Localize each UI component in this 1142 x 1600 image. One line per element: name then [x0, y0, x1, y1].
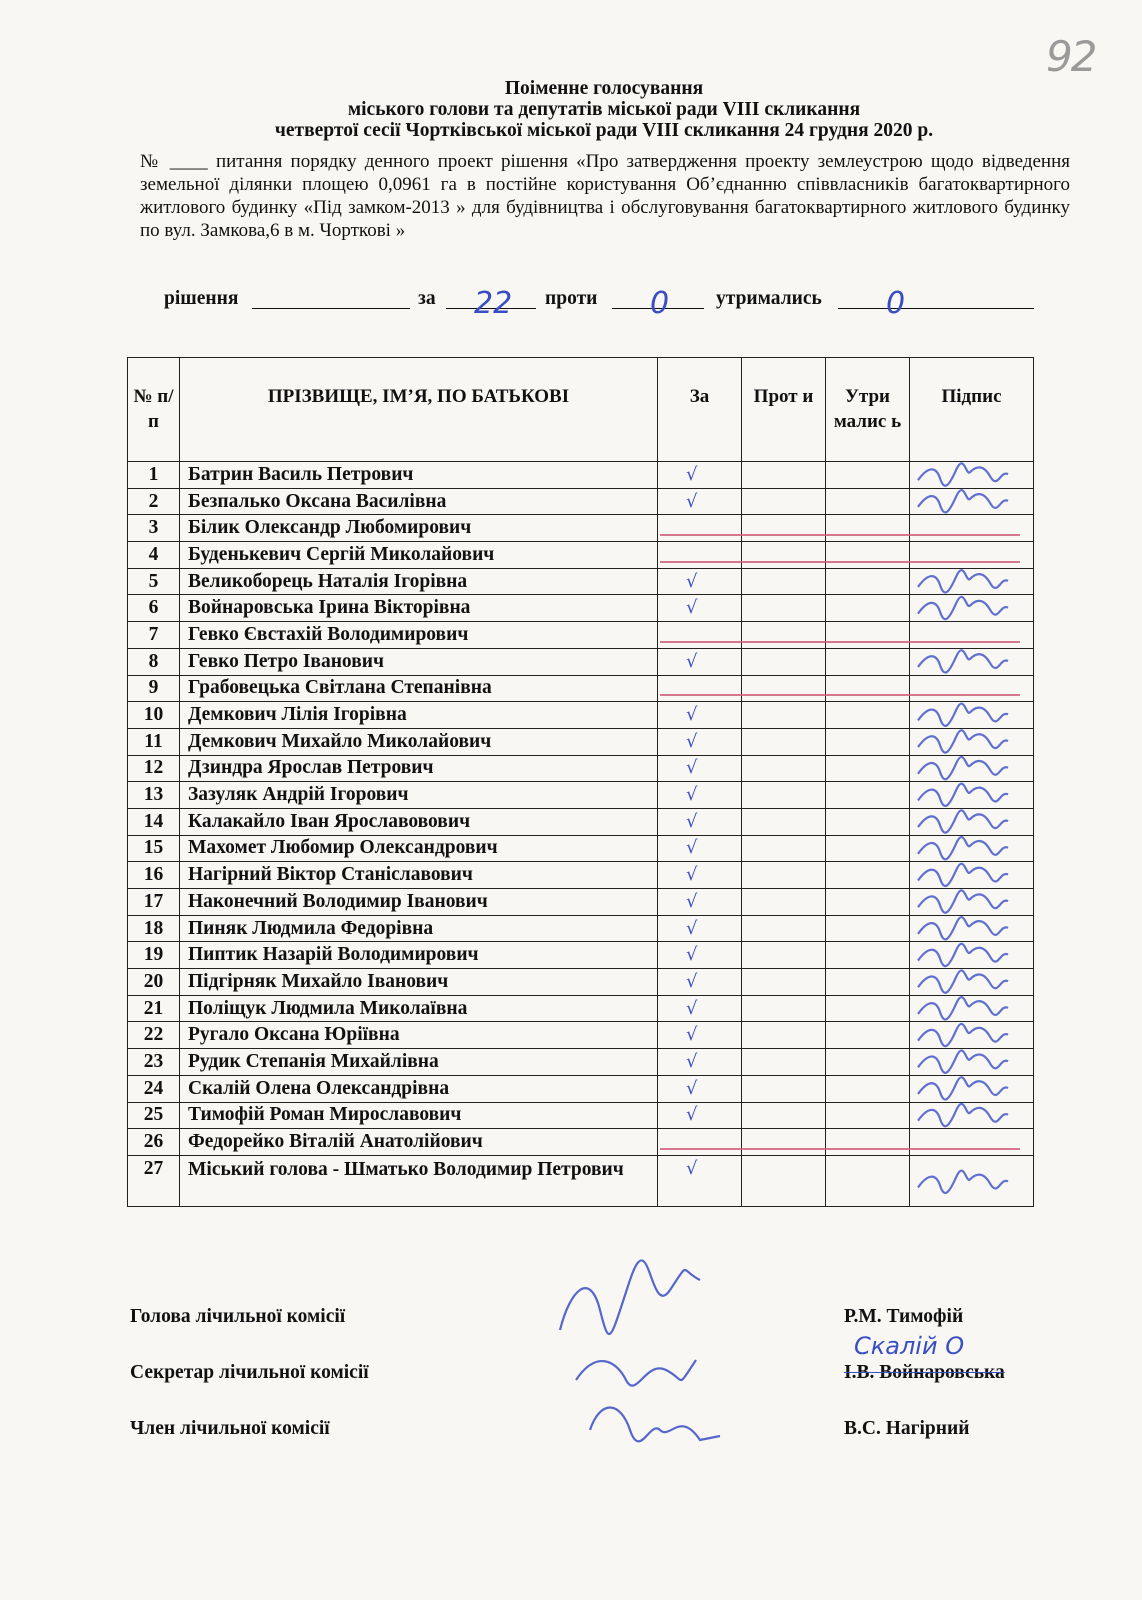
vote-against-cell: [742, 1129, 826, 1156]
vote-abstained-cell: [826, 675, 910, 702]
row-number: 21: [128, 995, 180, 1022]
vote-for-mark: √: [658, 1022, 742, 1049]
member-name: Ругало Оксана Юріївна: [180, 1022, 658, 1049]
row-number: 15: [128, 835, 180, 862]
member-name: Пиняк Людмила Федорівна: [180, 915, 658, 942]
member-name: Рудик Степанія Михайлівна: [180, 1049, 658, 1076]
commission-handwritten-replacement: Скалій О: [854, 1332, 965, 1360]
signature-cell: [910, 702, 1034, 729]
row-number: 18: [128, 915, 180, 942]
vote-abstained-cell: [826, 1075, 910, 1102]
member-name: Тимофій Роман Мирославович: [180, 1102, 658, 1129]
signature-cell: [910, 1155, 1034, 1206]
vote-abstained-cell: [826, 1022, 910, 1049]
signature-cell: [910, 648, 1034, 675]
decision-blank: [252, 286, 410, 309]
vote-against-cell: [742, 1022, 826, 1049]
table-row: [128, 862, 1034, 889]
signature-cell: [910, 969, 1034, 996]
for-count: 22: [474, 286, 513, 321]
commission-person: І.В. Войнаровська: [844, 1362, 1005, 1383]
vote-against-cell: [742, 1155, 826, 1206]
table-row: [128, 995, 1034, 1022]
row-number: 26: [128, 1129, 180, 1156]
absent-strike-line: [660, 534, 1020, 536]
member-name: Гевко Євстахій Володимирович: [180, 622, 658, 649]
vote-against-cell: [742, 808, 826, 835]
member-name: Великоборець Наталія Ігорівна: [180, 568, 658, 595]
vote-abstained-cell: [826, 728, 910, 755]
vote-abstained-cell: [826, 782, 910, 809]
signature-cell: [910, 755, 1034, 782]
member-name: Безпалько Оксана Василівна: [180, 488, 658, 515]
table-row: [128, 542, 1034, 569]
table-row: [128, 1049, 1034, 1076]
against-blank: [612, 286, 704, 321]
vote-abstained-cell: [826, 1129, 910, 1156]
vote-abstained-cell: [826, 755, 910, 782]
vote-against-cell: [742, 862, 826, 889]
row-number: 23: [128, 1049, 180, 1076]
signature-cell: [910, 515, 1034, 542]
vote-abstained-cell: [826, 915, 910, 942]
row-number: 6: [128, 595, 180, 622]
vote-abstained-cell: [826, 969, 910, 996]
vote-abstained-cell: [826, 835, 910, 862]
vote-for-mark: [658, 622, 742, 649]
vote-against-cell: [742, 969, 826, 996]
vote-abstained-cell: [826, 568, 910, 595]
vote-for-mark: √: [658, 1102, 742, 1129]
vote-against-cell: [742, 889, 826, 916]
member-name: Зазуляк Андрій Ігорович: [180, 782, 658, 809]
table-row: [128, 462, 1034, 489]
vote-for-mark: √: [658, 1049, 742, 1076]
col-header-against: Прот и: [742, 358, 826, 462]
vote-for-mark: √: [658, 568, 742, 595]
vote-abstained-cell: [826, 622, 910, 649]
vote-against-cell: [742, 568, 826, 595]
vote-for-mark: √: [658, 782, 742, 809]
vote-for-mark: √: [658, 488, 742, 515]
vote-against-cell: [742, 755, 826, 782]
table-row: [128, 755, 1034, 782]
signature-cell: [910, 595, 1034, 622]
vote-abstained-cell: [826, 595, 910, 622]
for-blank: [446, 286, 536, 321]
signature-cell: [910, 568, 1034, 595]
signature-cell: [910, 462, 1034, 489]
member-name: Демкович Михайло Миколайович: [180, 728, 658, 755]
member-name: Грабовецька Світлана Степанівна: [180, 675, 658, 702]
vote-abstained-cell: [826, 515, 910, 542]
table-row: [128, 515, 1034, 542]
vote-for-mark: √: [658, 808, 742, 835]
commission-role: Секретар лічильної комісії: [130, 1362, 369, 1383]
row-number: 16: [128, 862, 180, 889]
table-row: [128, 915, 1034, 942]
signature-cell: [910, 808, 1034, 835]
signature-cell: [910, 675, 1034, 702]
vote-against-cell: [742, 515, 826, 542]
member-name: Підгірняк Михайло Іванович: [180, 969, 658, 996]
vote-abstained-cell: [826, 542, 910, 569]
signature-cell: [910, 995, 1034, 1022]
against-count: 0: [650, 286, 670, 321]
vote-for-mark: √: [658, 915, 742, 942]
vote-abstained-cell: [826, 648, 910, 675]
table-row: [128, 1075, 1034, 1102]
signature-cell: [910, 782, 1034, 809]
absent-strike-line: [660, 641, 1020, 643]
vote-against-cell: [742, 648, 826, 675]
vote-for-mark: √: [658, 462, 742, 489]
vote-abstained-cell: [826, 1049, 910, 1076]
signature-cell: [910, 1075, 1034, 1102]
vote-against-cell: [742, 1075, 826, 1102]
member-name: Дзиндра Ярослав Петрович: [180, 755, 658, 782]
vote-abstained-cell: [826, 488, 910, 515]
signature-cell: [910, 862, 1034, 889]
row-number: 14: [128, 808, 180, 835]
decision-label: рішення: [164, 288, 239, 309]
member-name: Гевко Петро Іванович: [180, 648, 658, 675]
vote-for-mark: √: [658, 835, 742, 862]
vote-against-cell: [742, 622, 826, 649]
member-name: Поліщук Людмила Миколаївна: [180, 995, 658, 1022]
member-name: Махомет Любомир Олександрович: [180, 835, 658, 862]
member-name: Білик Олександр Любомирович: [180, 515, 658, 542]
row-number: 3: [128, 515, 180, 542]
signature-cell: [910, 1022, 1034, 1049]
signature-cell: [910, 622, 1034, 649]
title-line-2: міського голови та депутатів міської ради VIII скликання: [347, 99, 861, 120]
vote-abstained-cell: [826, 995, 910, 1022]
table-row: [128, 889, 1034, 916]
table-row: [128, 1129, 1034, 1156]
abstained-count: 0: [886, 286, 906, 321]
row-number: 12: [128, 755, 180, 782]
commission-person: В.С. Нагірний: [844, 1418, 970, 1439]
table-row: [128, 702, 1034, 729]
abstained-blank: [838, 286, 1034, 321]
row-number: 25: [128, 1102, 180, 1129]
table-row: [128, 1022, 1034, 1049]
vote-abstained-cell: [826, 808, 910, 835]
vote-for-mark: [658, 675, 742, 702]
row-number: 8: [128, 648, 180, 675]
commission-role: Голова лічильної комісії: [130, 1306, 346, 1327]
row-number: 22: [128, 1022, 180, 1049]
commission-person: Р.М. Тимофій: [844, 1306, 964, 1327]
document-title: [140, 78, 1068, 141]
table-row: [128, 568, 1034, 595]
vote-against-cell: [742, 942, 826, 969]
vote-against-cell: [742, 782, 826, 809]
signature-cell: [910, 488, 1034, 515]
member-name: Нагірний Віктор Станіславович: [180, 862, 658, 889]
member-name: Войнаровська Ірина Вікторівна: [180, 595, 658, 622]
row-number: 9: [128, 675, 180, 702]
col-header-signature: Підпис: [910, 358, 1034, 462]
commission-signature: [560, 1260, 700, 1334]
against-label: проти: [545, 288, 598, 309]
table-row: [128, 942, 1034, 969]
table-row: [128, 1155, 1034, 1206]
title-line-3: четвертої сесії Чортківської міської ради VIII скликання 24 грудня 2020 р.: [274, 120, 934, 141]
row-number: 27: [128, 1155, 180, 1206]
roll-call-table: [127, 357, 1034, 1207]
vote-for-mark: [658, 542, 742, 569]
vote-against-cell: [742, 1049, 826, 1076]
vote-for-mark: √: [658, 595, 742, 622]
row-number: 24: [128, 1075, 180, 1102]
vote-for-mark: √: [658, 1155, 742, 1206]
commission-signature: [576, 1360, 696, 1386]
vote-against-cell: [742, 702, 826, 729]
table-row: [128, 728, 1034, 755]
table-row: [128, 488, 1034, 515]
row-number: 13: [128, 782, 180, 809]
member-name: Буденькевич Сергій Миколайович: [180, 542, 658, 569]
signature-cell: [910, 942, 1034, 969]
vote-for-mark: [658, 1129, 742, 1156]
commission-signature: [590, 1408, 720, 1442]
vote-for-mark: √: [658, 942, 742, 969]
vote-against-cell: [742, 995, 826, 1022]
member-name: Демкович Лілія Ігорівна: [180, 702, 658, 729]
row-number: 2: [128, 488, 180, 515]
vote-abstained-cell: [826, 942, 910, 969]
abstained-label: утримались: [716, 288, 822, 309]
table-row: [128, 835, 1034, 862]
member-name: Наконечний Володимир Іванович: [180, 889, 658, 916]
signature-cell: [910, 915, 1034, 942]
vote-for-mark: √: [658, 648, 742, 675]
col-header-for: За: [658, 358, 742, 462]
member-name: Федорейко Віталій Анатолійович: [180, 1129, 658, 1156]
signature-cell: [910, 1129, 1034, 1156]
table-row: [128, 782, 1034, 809]
vote-for-mark: √: [658, 702, 742, 729]
row-number: 1: [128, 462, 180, 489]
table-row: [128, 1102, 1034, 1129]
vote-for-mark: √: [658, 755, 742, 782]
for-label: за: [418, 288, 436, 309]
table-row: [128, 648, 1034, 675]
vote-against-cell: [742, 675, 826, 702]
vote-against-cell: [742, 488, 826, 515]
vote-for-mark: √: [658, 728, 742, 755]
vote-against-cell: [742, 915, 826, 942]
vote-against-cell: [742, 1102, 826, 1129]
vote-against-cell: [742, 595, 826, 622]
vote-against-cell: [742, 542, 826, 569]
vote-abstained-cell: [826, 462, 910, 489]
vote-abstained-cell: [826, 702, 910, 729]
vote-for-mark: √: [658, 995, 742, 1022]
table-header-row: [128, 358, 1034, 462]
member-name: Міський голова - Шматько Володимир Петрович: [180, 1155, 658, 1206]
commission-role: Член лічильної комісії: [130, 1418, 330, 1439]
vote-against-cell: [742, 728, 826, 755]
vote-abstained-cell: [826, 1102, 910, 1129]
row-number: 19: [128, 942, 180, 969]
row-number: 20: [128, 969, 180, 996]
row-number: 10: [128, 702, 180, 729]
member-name: Скалій Олена Олександрівна: [180, 1075, 658, 1102]
vote-for-mark: √: [658, 862, 742, 889]
row-number: 7: [128, 622, 180, 649]
vote-for-mark: √: [658, 1075, 742, 1102]
signature-cell: [910, 728, 1034, 755]
absent-strike-line: [660, 694, 1020, 696]
member-name: Пиптик Назарій Володимирович: [180, 942, 658, 969]
vote-against-cell: [742, 835, 826, 862]
signature-cell: [910, 1049, 1034, 1076]
row-number: 5: [128, 568, 180, 595]
signature-cell: [910, 1102, 1034, 1129]
signature-cell: [910, 889, 1034, 916]
table-body: [128, 462, 1034, 1207]
member-name: Калакайло Іван Ярославовович: [180, 808, 658, 835]
vote-abstained-cell: [826, 889, 910, 916]
vote-abstained-cell: [826, 862, 910, 889]
table-row: [128, 675, 1034, 702]
member-name: Батрин Василь Петрович: [180, 462, 658, 489]
table-row: [128, 622, 1034, 649]
vote-abstained-cell: [826, 1155, 910, 1206]
absent-strike-line: [660, 1148, 1020, 1150]
signature-cell: [910, 835, 1034, 862]
col-header-name: ПРІЗВИЩЕ, ІМ’Я, ПО БАТЬКОВІ: [180, 358, 658, 462]
decision-summary: [164, 278, 1064, 322]
table-row: [128, 595, 1034, 622]
row-number: 11: [128, 728, 180, 755]
table-row: [128, 969, 1034, 996]
row-number: 4: [128, 542, 180, 569]
page-number: 92: [1046, 32, 1096, 81]
col-header-abstained: Утри малис ь: [826, 358, 910, 462]
vote-for-mark: √: [658, 969, 742, 996]
vote-for-mark: [658, 515, 742, 542]
col-header-num: № п/п: [128, 358, 180, 462]
agenda-question: № ____ питання порядку денного проект рішення «Про затвердження проекту землеустрою щодо відведення земельної ділянки площею 0,0961 га в постійне користування Об’єднанню співвласників багатоквартирного житлового будинку «Під замком-2013 » для будівництва і обслуговування багатоквартирного житлового будинку по вул. Замкова,6 в м. Чорткові »: [140, 151, 1070, 241]
vote-for-mark: √: [658, 889, 742, 916]
absent-strike-line: [660, 561, 1020, 563]
title-line-1: Поіменне голосування: [504, 78, 704, 99]
row-number: 17: [128, 889, 180, 916]
signature-cell: [910, 542, 1034, 569]
table-row: [128, 808, 1034, 835]
vote-against-cell: [742, 462, 826, 489]
